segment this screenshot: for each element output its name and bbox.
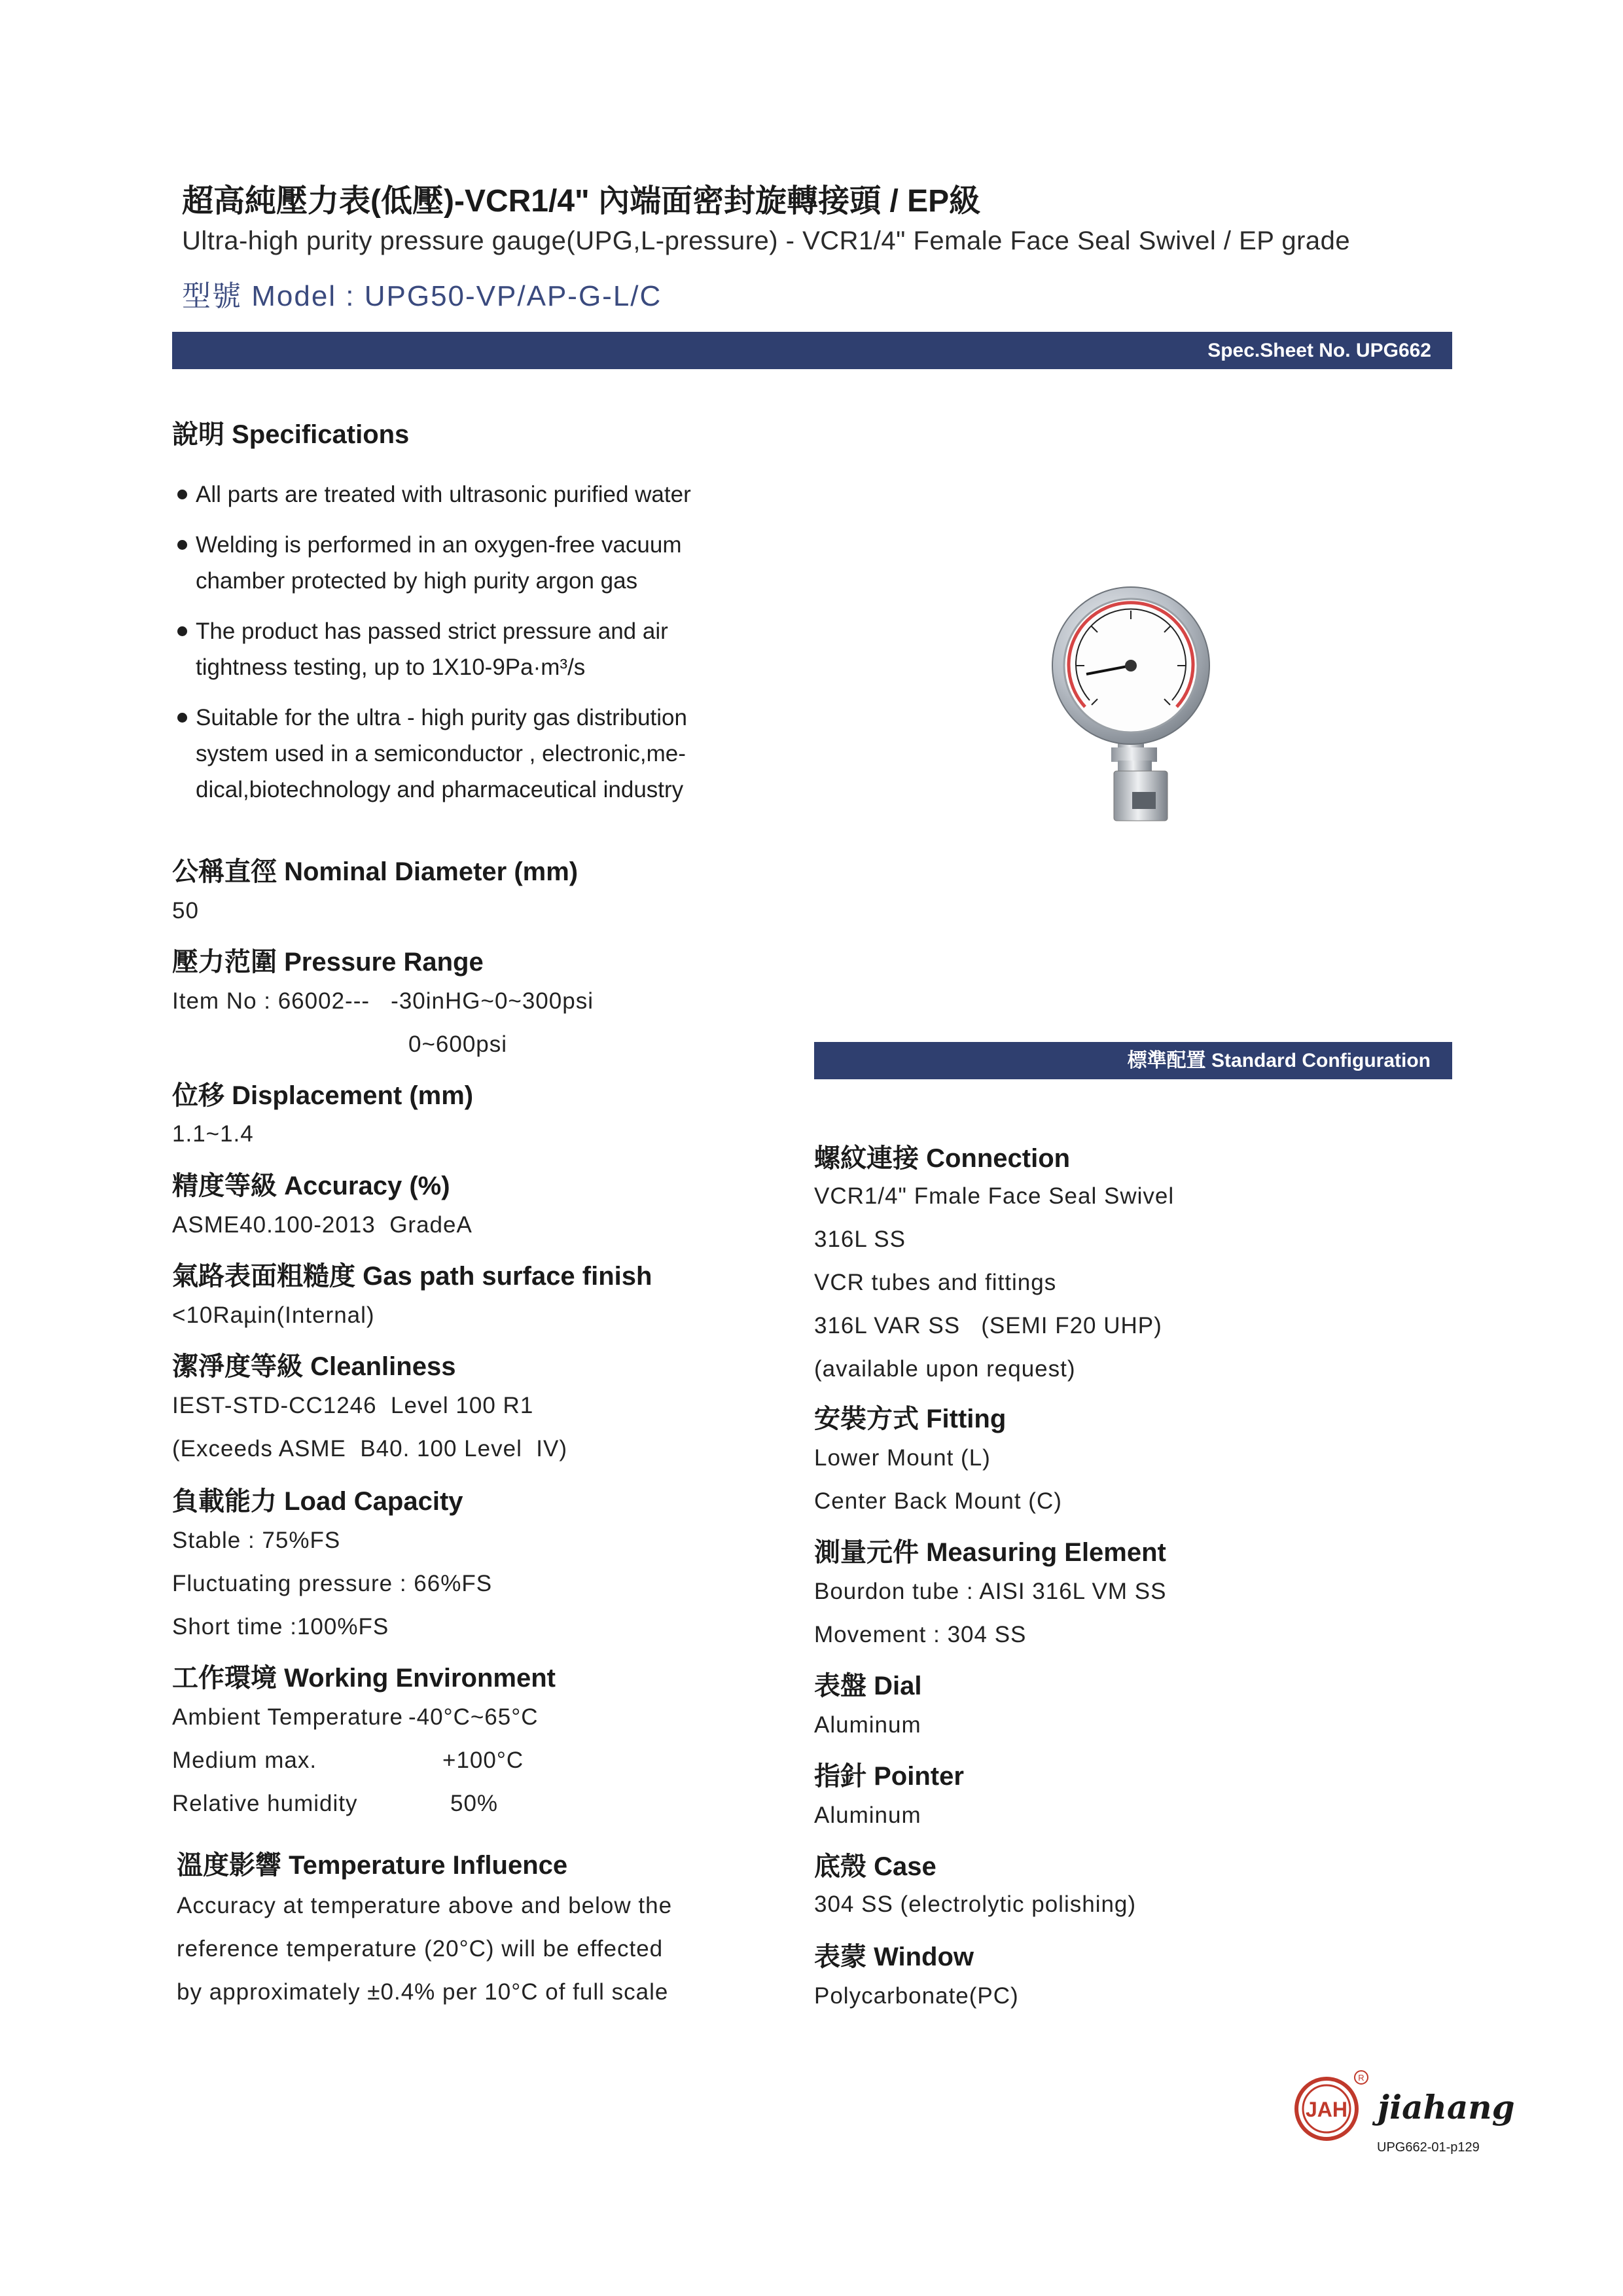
accuracy-label: 精度等級 Accuracy (%) — [172, 1172, 450, 1200]
brand-name: jiahang — [1378, 2088, 1515, 2126]
temperature-influence-text-2: reference temperature (20°C) will be effected — [177, 1936, 664, 1962]
relative-humidity-value: 50% — [450, 1791, 499, 1816]
cleanliness-value-2: (Exceeds ASME B40. 100 Level IV) — [172, 1436, 568, 1462]
bullet-dot-icon — [177, 490, 187, 499]
medium-max-key: Medium max. — [172, 1748, 317, 1773]
nominal-diameter-value: 50 — [172, 898, 199, 924]
pressure-range-label: 壓力范圍 Pressure Range — [172, 948, 484, 977]
spec-sheet-bar: Spec.Sheet No. UPG662 — [172, 332, 1452, 369]
window-value: Polycarbonate(PC) — [814, 1983, 1019, 2009]
measuring-element-value-1: Bourdon tube : AISI 316L VM SS — [814, 1579, 1167, 1604]
window-label: 表蒙 Window — [814, 1943, 974, 1971]
surface-finish-label: 氣路表面粗糙度 Gas path surface finish — [172, 1262, 652, 1291]
load-capacity-label: 負載能力 Load Capacity — [172, 1487, 463, 1516]
dial-label: 表盤 Dial — [814, 1672, 922, 1700]
svg-text:R: R — [1358, 2073, 1364, 2083]
surface-finish-value: <10Raµin(Internal) — [172, 1302, 375, 1328]
load-capacity-value-3: Short time :100%FS — [172, 1614, 389, 1640]
bullet-dot-icon — [177, 540, 187, 550]
specifications-heading: 說明 Specifications — [172, 420, 410, 449]
svg-text:JAH: JAH — [1305, 2098, 1348, 2121]
load-capacity-value-2: Fluctuating pressure : 66%FS — [172, 1571, 493, 1596]
cleanliness-label: 潔淨度等級 Cleanliness — [172, 1352, 456, 1381]
title-chinese: 超高純壓力表(低壓)-VCR1/4" 內端面密封旋轉接頭 / EP級 — [182, 184, 981, 219]
load-capacity-value: Stable : 75%FS — [172, 1528, 341, 1553]
pressure-range-value: Item No : 66002--- -30inHG~0~300psi — [172, 988, 594, 1014]
spec-bullet: Welding is performed in an oxygen-free vacuum chamber protected by high purity argon gas — [172, 527, 761, 599]
fitting-value-2: Center Back Mount (C) — [814, 1488, 1062, 1514]
ambient-temperature-key: Ambient Temperature — [172, 1704, 403, 1730]
temperature-influence-text-1: Accuracy at temperature above and below the — [177, 1893, 673, 1918]
bullet-dot-icon — [177, 713, 187, 723]
pressure-range-value-2: 0~600psi — [408, 1031, 508, 1057]
connection-value-2: 316L SS — [814, 1227, 906, 1252]
pressure-gauge-image — [1034, 576, 1243, 838]
displacement-label: 位移 Displacement (mm) — [172, 1081, 474, 1110]
working-environment-label: 工作環境 Working Environment — [172, 1664, 556, 1693]
spec-bullet: All parts are treated with ultrasonic purified water — [172, 476, 761, 512]
cleanliness-value: IEST-STD-CC1246 Level 100 R1 — [172, 1393, 534, 1418]
temperature-influence-label: 溫度影響 Temperature Influence — [177, 1851, 568, 1880]
nominal-diameter-label: 公稱直徑 Nominal Diameter (mm) — [172, 857, 579, 886]
measuring-element-label: 測量元件 Measuring Element — [814, 1538, 1166, 1567]
document-code: UPG662-01-p129 — [1377, 2140, 1480, 2155]
connection-value-4: 316L VAR SS (SEMI F20 UHP) — [814, 1313, 1162, 1338]
pointer-label: 指針 Pointer — [814, 1762, 964, 1791]
fitting-value-1: Lower Mount (L) — [814, 1445, 991, 1471]
ambient-temperature-value: -40°C~65°C — [408, 1704, 539, 1730]
temperature-influence-text-3: by approximately ±0.4% per 10°C of full scale — [177, 1979, 669, 2005]
medium-max-value: +100°C — [442, 1748, 524, 1773]
accuracy-value: ASME40.100-2013 GradeA — [172, 1212, 473, 1238]
displacement-value: 1.1~1.4 — [172, 1121, 254, 1147]
company-logo-icon — [1293, 2068, 1371, 2144]
connection-value-3: VCR tubes and fittings — [814, 1270, 1057, 1295]
connection-value-5: (available upon request) — [814, 1356, 1076, 1382]
connection-value-1: VCR1/4" Fmale Face Seal Swivel — [814, 1183, 1175, 1209]
fitting-label: 安裝方式 Fitting — [814, 1405, 1007, 1433]
case-value: 304 SS (electrolytic polishing) — [814, 1892, 1137, 1917]
specifications-list — [172, 476, 761, 822]
pointer-value: Aluminum — [814, 1803, 921, 1828]
bullet-dot-icon — [177, 626, 187, 636]
spec-bullet: The product has passed strict pressure and air tightness testing, up to 1X10-9Pa·m³/s — [172, 613, 761, 685]
dial-value: Aluminum — [814, 1712, 921, 1738]
measuring-element-value-2: Movement : 304 SS — [814, 1622, 1027, 1647]
title-english: Ultra-high purity pressure gauge(UPG,L-pressure) - VCR1/4" Female Face Seal Swivel / EP grade — [182, 226, 1351, 255]
case-label: 底殼 Case — [814, 1852, 936, 1881]
connection-label: 螺紋連接 Connection — [814, 1144, 1071, 1173]
spec-bullet: Suitable for the ultra - high purity gas distribution system used in a semiconductor , electronic,me-dical,biotechnology and pharmaceutical industry — [172, 700, 761, 808]
model-number: 型號 Model : UPG50-VP/AP-G-L/C — [182, 280, 662, 312]
relative-humidity-key: Relative humidity — [172, 1791, 358, 1816]
standard-configuration-bar: 標準配置 Standard Configuration — [814, 1042, 1452, 1079]
